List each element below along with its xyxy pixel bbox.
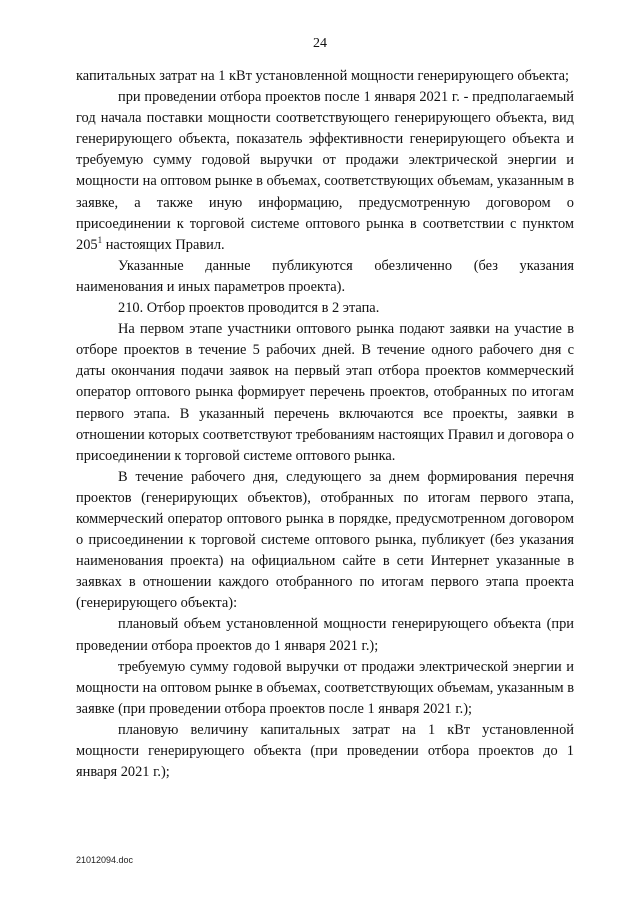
paragraph-text-end: настоящих Правил.: [102, 236, 225, 253]
paragraph: капитальных затрат на 1 кВт установленной мощности генерирующего объекта;: [76, 68, 569, 84]
paragraph: [76, 87, 574, 256]
paragraph: плановый объем установленной мощности генерирующего объекта (при проведении отбора проектов до 1 января 2021 г.);: [76, 616, 574, 654]
paragraph: В течение рабочего дня, следующего за днем формирования перечня проектов (генерирующих объектов), отобранных по итогам первого этапа, коммерческий оператор оптового рынка в порядке, предусмотренном договором о присоединении к торговой системе оптового рынка, публикует (без указания наименования проекта) на официальном сайте в сети Интернет указанные в заявках в отношении каждого отобранного по итогам первого этапа проекта (генерирующего объекта):: [76, 468, 574, 612]
page-number: 24: [313, 36, 327, 51]
paragraph: плановую величину капитальных затрат на 1 кВт установленной мощности генерирующего объекта (при проведении отбора проектов до 1 января 2021 г.);: [76, 721, 574, 781]
paragraph: требуемую сумму годовой выручки от продажи электрической энергии и мощности на оптовом рынке в объемах, соответствующих объемам, указанным в заявке (при проведении отбора проектов после 1 января 2021 г.);: [76, 658, 574, 717]
paragraph: 210. Отбор проектов проводится в 2 этапа.: [118, 300, 380, 317]
document-body: [76, 66, 574, 783]
superscript: 1: [97, 234, 103, 245]
paragraph: На первом этапе участники оптового рынка подают заявки на участие в отборе проектов в течение 5 рабочих дней. В течение одного рабочего дня с даты окончания подачи заявок на первый этап отбора проектов коммерческий оператор оптового рынка формирует перечень проектов, отобранных по итогам первого этапа. В указанный перечень включаются все проекты, заявки в отношении которых соответствуют требованиям настоящих Правил и договора о присоединении к торговой системе оптового рынка.: [76, 321, 574, 464]
footer-document-code: 21012094.doc: [76, 855, 134, 865]
paragraph-text: при проведении отбора проектов после 1 января 2021 г. - предполагаемый год начала поставки мощности соответствующего генерирующего объекта, вид генерирующего объекта, показатель эффективности генерирующего объекта и требуемую сумму годовой выручки от продажи электрической энергии и мощности на оптовом рынке в объемах, соответствующих объемам, указанным в заявке, а также иную информацию, предусмотренную договором о присоединении к торговой системе оптового рынка в соответствии с пунктом 205: [76, 89, 574, 253]
paragraph: Указанные данные публикуются обезличенно (без указания наименования и иных параметров проекта).: [76, 257, 574, 295]
